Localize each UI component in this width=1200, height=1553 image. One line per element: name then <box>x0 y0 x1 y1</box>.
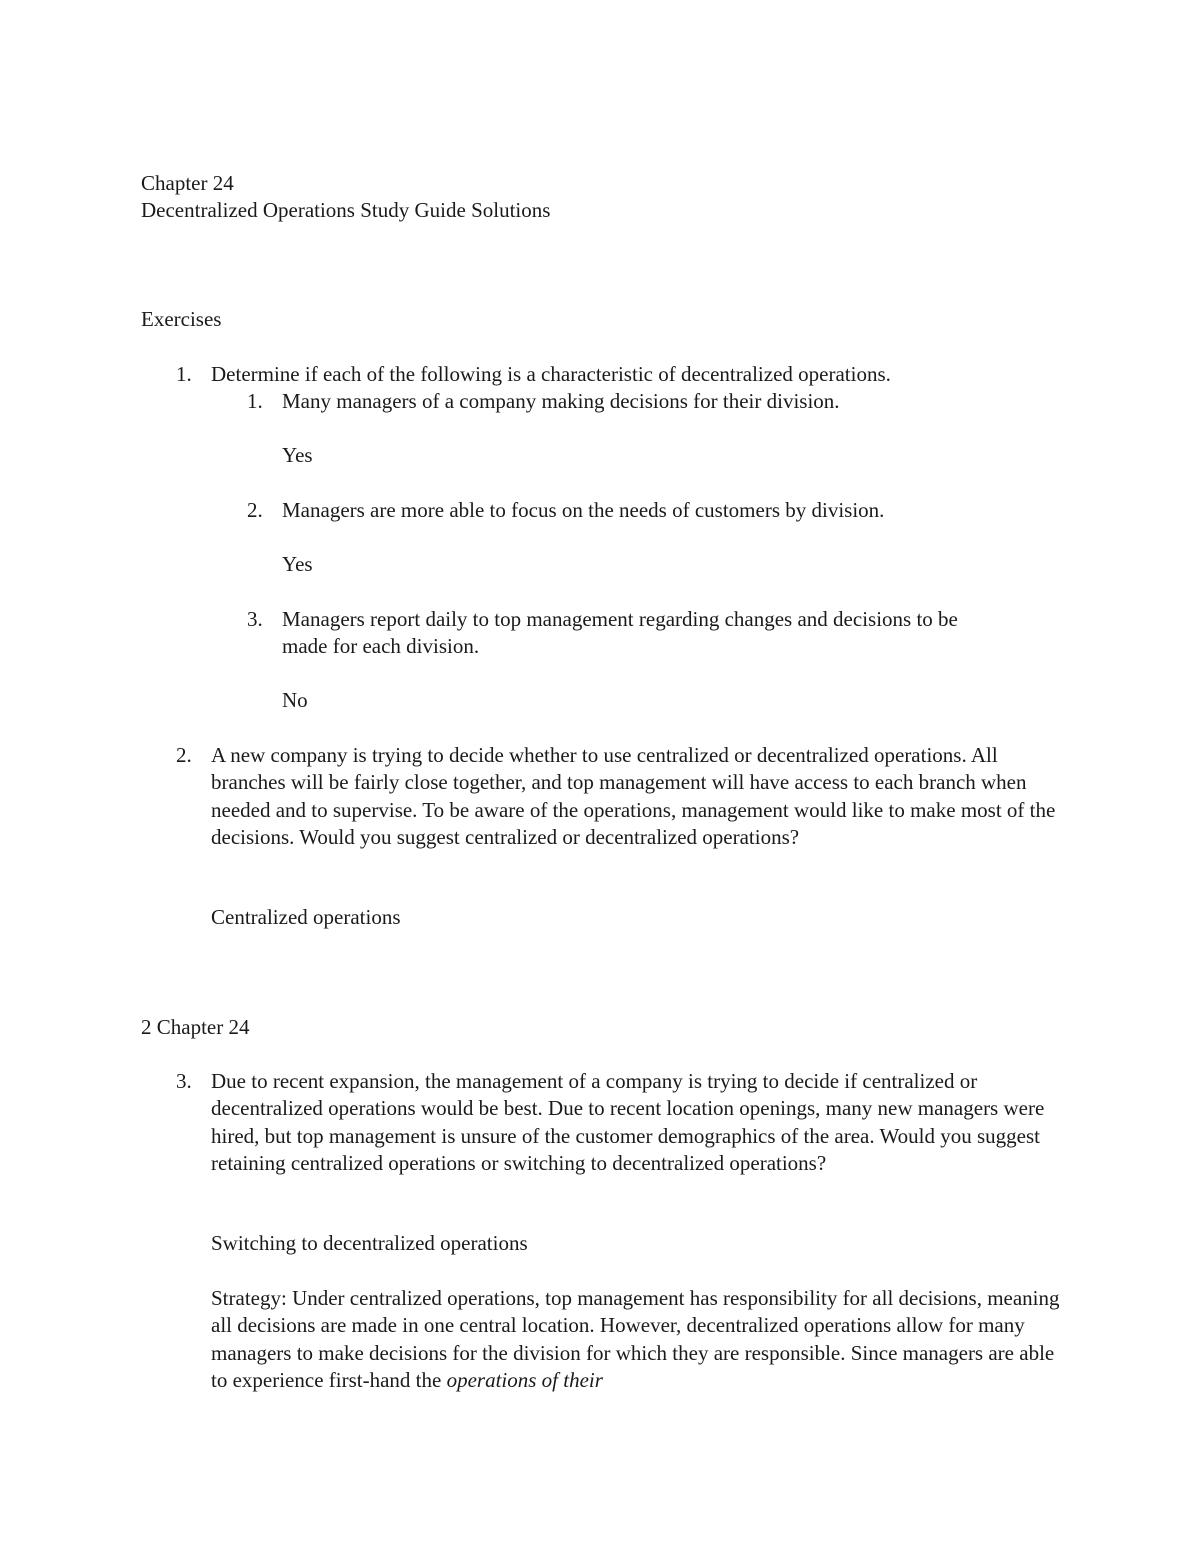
exercise-3-answer: Switching to decentralized operations <box>211 1231 528 1255</box>
exercise-2-question: A new company is trying to decide whether to use centralized or decentralized operations. All branches will be fairly close together, and top management will have access to each branch when needed and to supervise. To be aware of the operations, management would like to make most of the decisions. Would you suggest centralized or decentralized operations? <box>211 743 1056 850</box>
exercise-1-item-1-statement: Many managers of a company making decisions for their division. <box>282 389 840 413</box>
exercise-1-item-3-number: 3. <box>247 607 263 631</box>
exercise-1-item-3-answer: No <box>282 688 308 712</box>
chapter-label: Chapter 24 <box>141 171 234 195</box>
exercise-3-strategy <box>211 1285 1071 1395</box>
exercise-1-item-3-statement-line1: Managers report daily to top management regarding changes and decisions to be <box>282 607 958 631</box>
exercise-1-item-1-answer: Yes <box>282 443 313 467</box>
exercise-1-item-3-statement-line2: made for each division. <box>282 634 480 658</box>
exercise-2-number: 2. <box>176 743 192 767</box>
section-title: Exercises <box>141 307 222 331</box>
exercise-1-item-2-number: 2. <box>247 498 263 522</box>
exercise-2-answer: Centralized operations <box>211 905 401 929</box>
exercise-1-item-1-number: 1. <box>247 389 263 413</box>
exercise-3-question: Due to recent expansion, the management of a company is trying to decide if centralized or decentralized operations would be best. Due to recent location openings, many new managers were hired, but top management is unsure of the customer demographics of the area. Would you suggest retaining centralized operations or switching to decentralized operations? <box>211 1069 1045 1176</box>
exercise-3-strategy-text: Strategy: Under centralized operations, top management has responsibility for all decisions, meaning all decisions are made in one central location. However, decentralized operations allow for many managers to make decisions for the division for which they are responsible. Since managers are able to experience first-hand the <box>211 1286 1060 1393</box>
document-title: Decentralized Operations Study Guide Solutions <box>141 198 551 222</box>
exercise-3-number: 3. <box>176 1069 192 1093</box>
exercise-1-item-2-statement: Managers are more able to focus on the needs of customers by division. <box>282 498 885 522</box>
exercise-3-strategy-italic: operations of their <box>446 1368 603 1393</box>
exercise-1-number: 1. <box>176 362 192 386</box>
exercise-1-item-2-answer: Yes <box>282 552 313 576</box>
page-header: 2 Chapter 24 <box>141 1015 250 1039</box>
exercise-1-question: Determine if each of the following is a characteristic of decentralized operations. <box>211 362 891 386</box>
